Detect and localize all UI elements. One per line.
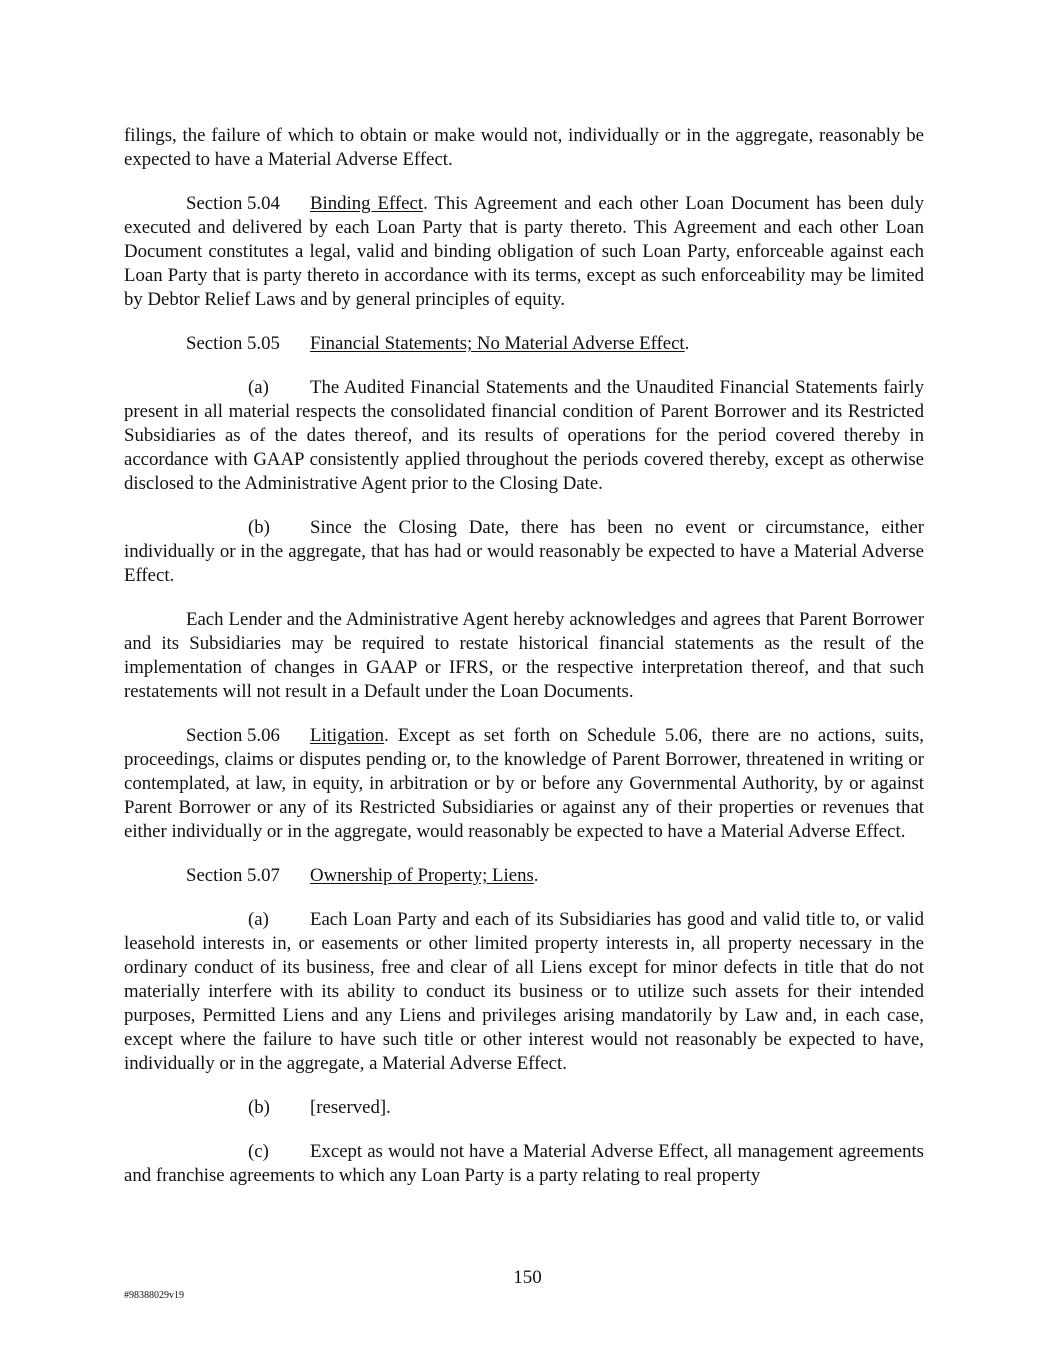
section-number: Section 5.04	[186, 193, 280, 214]
clause-text: [reserved].	[310, 1097, 391, 1118]
section-number: Section 5.07	[186, 865, 280, 886]
section-number: Section 5.06	[186, 725, 280, 746]
section-5-07-a	[124, 908, 924, 1076]
section-title: Binding Effect	[310, 193, 424, 214]
section-5-07-heading	[124, 864, 924, 888]
page-number: 150	[513, 1267, 542, 1288]
section-5-05-heading	[124, 332, 924, 356]
section-title: Ownership of Property; Liens	[310, 865, 534, 886]
section-text: . Except as set forth on Schedule 5.06, there are no actions, suits, proceedings, claims or disputes pending or, to the knowledge of Parent Borrower, threatened in writing or contemplated, at law, in equity, in arbitration or by or before any Governmental Authority, by or against Parent Borrower or any of its Restricted Subsidiaries or against any of their properties or revenues that either individually or in the aggregate, would reasonably be expected to have a Material Adverse Effect.	[124, 725, 924, 842]
clause-mark: (a)	[248, 377, 269, 398]
document-id: #98388029v19	[124, 1290, 184, 1301]
section-5-06	[124, 724, 924, 844]
section-title: Litigation	[310, 725, 385, 746]
document-body	[124, 124, 924, 1208]
section-5-05-a	[124, 376, 924, 496]
section-suffix: .	[533, 865, 539, 886]
section-5-07-b	[124, 1096, 924, 1120]
clause-text: The Audited Financial Statements and the Unaudited Financial Statements fairly present in all material respects the consolidated financial condition of Parent Borrower and its Restricted Subsidiaries as of the dates thereof, and its results of operations for the period covered thereby in accordance with GAAP consistently applied throughout the periods covered thereby, except as otherwise disclosed to the Administrative Agent prior to the Closing Date.	[124, 377, 924, 494]
section-title: Financial Statements; No Material Adverse Effect	[310, 333, 685, 354]
clause-text: Each Loan Party and each of its Subsidiaries has good and valid title to, or valid leasehold interests in, or easements or other limited property interests in, all property necessary in the ordinary conduct of its business, free and clear of all Liens except for minor defects in title that do not materially interfere with its ability to conduct its business or to utilize such assets for their intended purposes, Permitted Liens and any Liens and privileges arising mandatorily by Law and, in each case, except where the failure to have such title or other interest would not reasonably be expected to have, individually or in the aggregate, a Material Adverse Effect.	[124, 909, 924, 1074]
section-5-04	[124, 192, 924, 312]
section-5-05-acknowledgement: Each Lender and the Administrative Agent hereby acknowledges and agrees that Parent Borrower and its Subsidiaries may be required to restate historical financial statements as the result of the implementation of changes in GAAP or IFRS, or the respective interpretation thereof, and that such restatements will not result in a Default under the Loan Documents.	[124, 609, 924, 702]
clause-text: Except as would not have a Material Adverse Effect, all management agreements and franchise agreements to which any Loan Party is a party relating to real property	[124, 1141, 924, 1186]
clause-mark: (a)	[248, 909, 269, 930]
paragraph-continuation: filings, the failure of which to obtain or make would not, individually or in the aggregate, reasonably be expected to have a Material Adverse Effect.	[124, 125, 924, 170]
clause-text: Since the Closing Date, there has been no event or circumstance, either individually or in the aggregate, that has had or would reasonably be expected to have a Material Adverse Effect.	[124, 517, 924, 586]
section-5-05-b	[124, 516, 924, 588]
section-text: . This Agreement and each other Loan Document has been duly executed and delivered by each Loan Party that is party thereto. This Agreement and each other Loan Document constitutes a legal, valid and binding obligation of such Loan Party, enforceable against each Loan Party that is party thereto in accordance with its terms, except as such enforceability may be limited by Debtor Relief Laws and by general principles of equity.	[124, 193, 924, 310]
section-number: Section 5.05	[186, 333, 280, 354]
clause-mark: (c)	[248, 1141, 269, 1162]
clause-mark: (b)	[248, 1097, 270, 1118]
section-5-07-c	[124, 1140, 924, 1188]
clause-mark: (b)	[248, 517, 270, 538]
section-suffix: .	[684, 333, 690, 354]
